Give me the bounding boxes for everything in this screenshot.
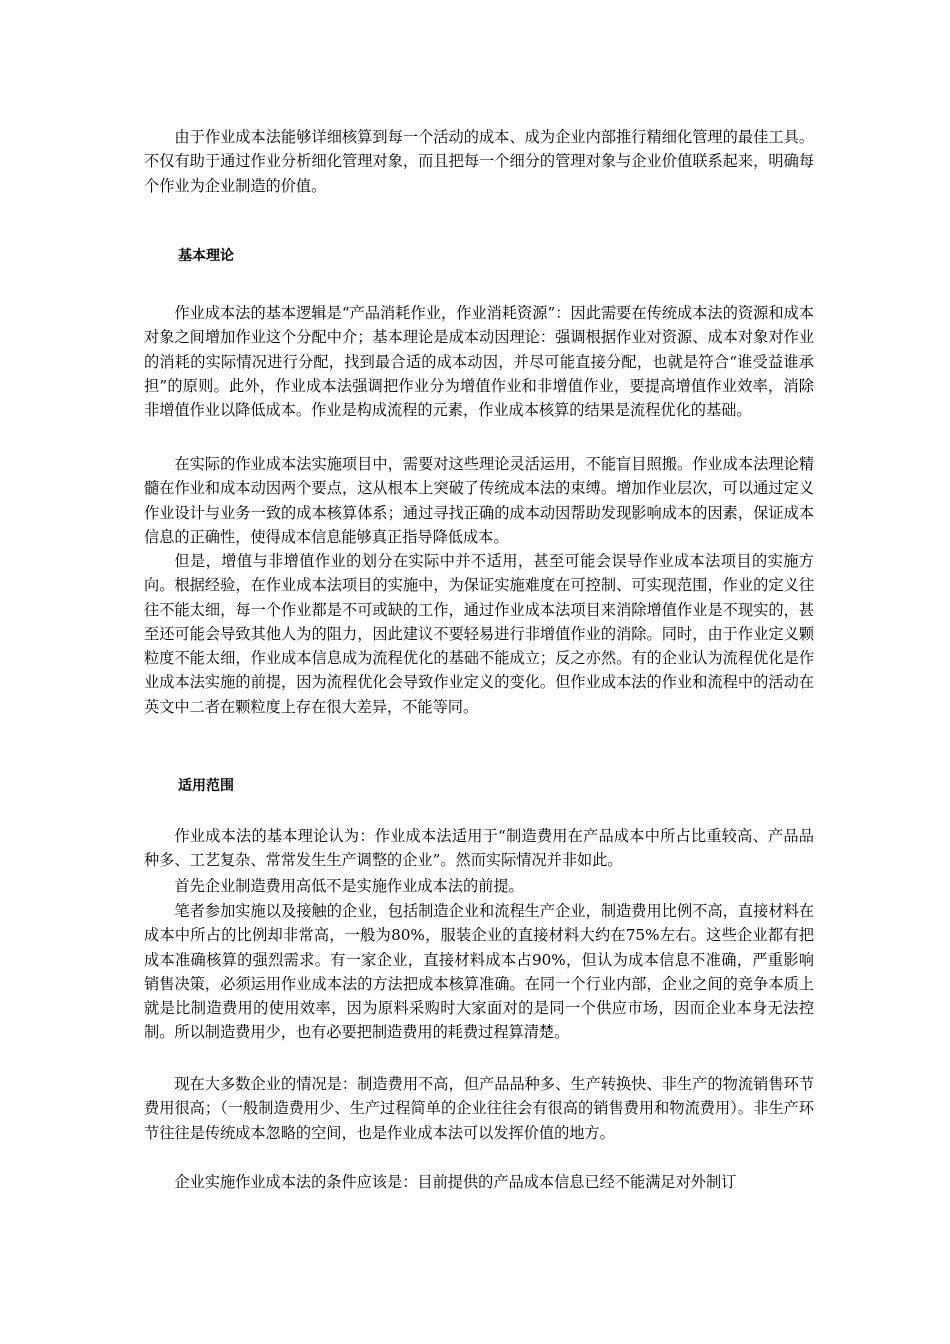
intro-paragraph: 由于作业成本法能够详细核算到每一个活动的成本、成为企业内部推行精细化管理的最佳工具。不仅有助于通过作业分析细化管理对象，而且把每一个细分的管理对象与企业价值联系起来，明确每个作业为企业制造的价值。	[144, 128, 814, 195]
scope-paragraph-3: 笔者参加实施以及接触的企业，包括制造企业和流程生产企业，制造费用比例不高，直接材料在成本中所占的比例却非常高，一般为80%，服装企业的直接材料大约在75%左右。这些企业都有把成本准确核算的强烈需求。有一家企业，直接材料成本占90%，但认为成本信息不准确，严重影响销售决策，必须运用作业成本法的方法把成本核算准确。在同一个行业内部，企业之间的竞争本质上就是比制造费用的使用效率，因为原料采购时大家面对的是同一个供应市场，因而企业本身无法控制。所以制造费用少，也有必要把制造费用的耗费过程算清楚。	[144, 902, 814, 1042]
scope-paragraph-4: 现在大多数企业的情况是：制造费用不高，但产品品种多、生产转换快、非生产的物流销售环节费用很高；（一般制造费用少、生产过程简单的企业往往会有很高的销售费用和物流费用）。非生产环节往往是传统成本忽略的空间，也是作业成本法可以发挥价值的地方。	[144, 1075, 814, 1142]
scope-paragraph-2: 首先企业制造费用高低不是实施作业成本法的前提。	[174, 877, 524, 895]
section-heading-basic-theory: 基本理论	[178, 248, 234, 264]
basic-theory-paragraph-1: 作业成本法的基本逻辑是“产品消耗作业，作业消耗资源”：因此需要在传统成本法的资源和成本对象之间增加作业这个分配中介；基本理论是成本动因理论：强调根据作业对资源、成本对象对作业的消耗的实际情况进行分配，找到最合适的成本动因，并尽可能直接分配，也就是符合“谁受益谁承担”的原则。此外，作业成本法强调把作业分为增值作业和非增值作业，要提高增值作业效率，消除非增值作业以降低成本。作业是构成流程的元素，作业成本核算的结果是流程优化的基础。	[144, 304, 814, 420]
section-heading-scope: 适用范围	[178, 778, 234, 794]
basic-theory-paragraph-2: 在实际的作业成本法实施项目中，需要对这些理论灵活运用，不能盲目照搬。作业成本法理论精髓在作业和成本动因两个要点，这从根本上突破了传统成本法的束缚。增加作业层次，可以通过定义作业设计与业务一致的成本核算体系；通过寻找正确的成本动因帮助发现影响成本的因素，保证成本信息的正确性，使得成本信息能够真正指导降低成本。	[144, 455, 814, 546]
scope-paragraph-1: 作业成本法的基本理论认为：作业成本法适用于“制造费用在产品成本中所占比重较高、产品品种多、工艺复杂、常常发生生产调整的企业”。然而实际情况并非如此。	[144, 827, 814, 870]
basic-theory-paragraph-3: 但是，增值与非增值作业的划分在实际中并不适用，甚至可能会误导作业成本法项目的实施方向。根据经验，在作业成本法项目的实施中，为保证实施难度在可控制、可实现范围，作业的定义往往不能太细，每一个作业都是不可或缺的工作，通过作业成本法项目来消除增值作业是不现实的，甚至还可能会导致其他人为的阻力，因此建议不要轻易进行非增值作业的消除。同时，由于作业定义颗粒度不能太细，作业成本信息成为流程优化的基础不能成立；反之亦然。有的企业认为流程优化是作业成本法实施的前提，因为流程优化会导致作业定义的变化。但作业成本法的作业和流程中的活动在英文中二者在颗粒度上存在很大差异，不能等同。	[144, 552, 814, 716]
scope-paragraph-5: 企业实施作业成本法的条件应该是：目前提供的产品成本信息已经不能满足对外制订	[174, 1173, 737, 1191]
